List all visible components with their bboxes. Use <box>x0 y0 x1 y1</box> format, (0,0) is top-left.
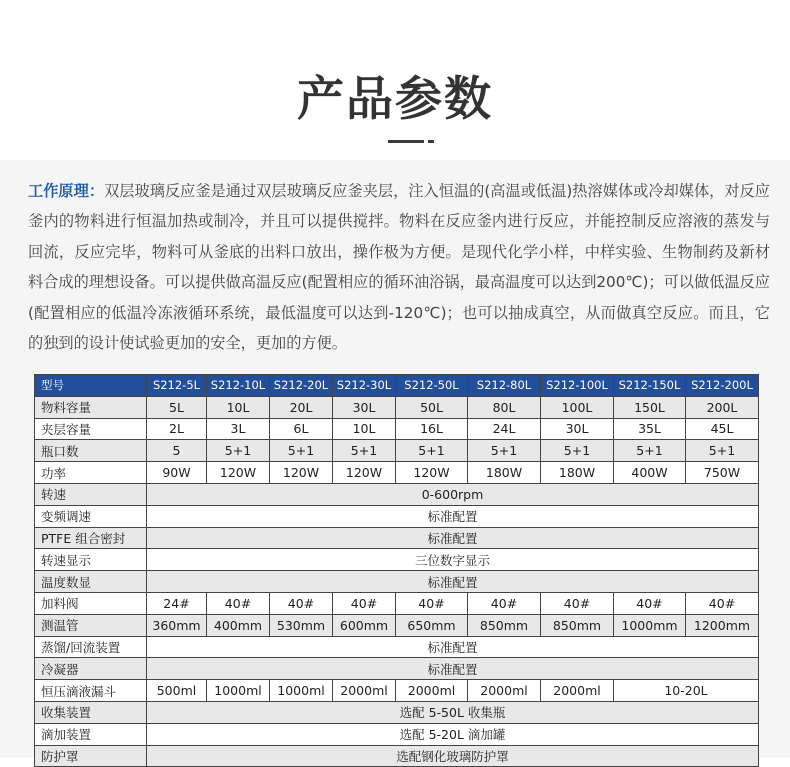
table-cell: 选配 5-20L 滴加罐 <box>147 723 759 745</box>
table-cell: 选配 5-50L 收集瓶 <box>147 701 759 723</box>
row-label: 加料阀 <box>35 592 147 614</box>
table-cell: 40# <box>614 592 686 614</box>
title-underline-dot <box>428 140 434 143</box>
table-row-speed-display <box>35 549 759 571</box>
table-cell: 5+1 <box>270 440 333 462</box>
table-cell: 2000ml <box>333 680 396 702</box>
table-row-ptfe <box>35 527 759 549</box>
table-cell: 5 <box>147 440 207 462</box>
table-cell: 1000ml <box>207 680 270 702</box>
working-principle-text: 双层玻璃反应釜是通过双层玻璃反应釜夹层，注入恒温的(高温或低温)热溶媒体或冷却媒体，对反应釜内的物料进行恒温加热或制冷，并且可以提供搅拌。物料在反应釜内进行反应，并能控制反应溶液的蒸发与回流，反应完毕，物料可从釜底的出料口放出，操作极为方便。是现代化学小样，中样实验、生物制药及新材料合成的理想设备。可以提供做高温反应(配置相应的循环油浴锅，最高温度可以达到200℃)；可以做低温反应(配置相应的低温冷冻液循环系统，最低温度可以达到-120℃)；也可以抽成真空，从而做真空反应。而且，它的独到的设计使试验更加的安全，更加的方便。 <box>28 182 770 353</box>
table-row-capacity <box>35 396 759 418</box>
row-label: 蒸馏/回流装置 <box>35 636 147 658</box>
table-cell: 530mm <box>270 614 333 636</box>
table-cell: 标准配置 <box>147 505 759 527</box>
table-cell: 24L <box>468 418 541 440</box>
table-cell: 180W <box>468 462 541 484</box>
table-cell: 5+1 <box>541 440 614 462</box>
header-section <box>0 0 790 160</box>
table-cell: 0-600rpm <box>147 483 759 505</box>
table-cell: 40# <box>541 592 614 614</box>
table-cell: 标准配置 <box>147 571 759 593</box>
table-cell: 40# <box>333 592 396 614</box>
table-cell: 2L <box>147 418 207 440</box>
row-label: 防护罩 <box>35 745 147 767</box>
table-cell: 5+1 <box>468 440 541 462</box>
row-label: 夹层容量 <box>35 418 147 440</box>
page-title: 产品参数 <box>297 72 493 127</box>
table-cell: 5+1 <box>333 440 396 462</box>
table-cell: 80L <box>468 396 541 418</box>
table-cell: 5+1 <box>686 440 759 462</box>
table-cell: 90W <box>147 462 207 484</box>
table-cell: 10-20L <box>614 680 759 702</box>
table-cell: 40# <box>468 592 541 614</box>
working-principle-label: 工作原理： <box>28 182 105 200</box>
model-cell: S212-150L <box>614 375 686 397</box>
table-cell: 40# <box>686 592 759 614</box>
table-cell: 40# <box>207 592 270 614</box>
table-cell: 40# <box>270 592 333 614</box>
table-cell: 20L <box>270 396 333 418</box>
working-principle-paragraph <box>28 176 770 358</box>
table-cell: 120W <box>270 462 333 484</box>
table-cell: 10L <box>207 396 270 418</box>
row-label: 功率 <box>35 462 147 484</box>
table-row-temp-display <box>35 571 759 593</box>
table-row-condenser <box>35 658 759 680</box>
table-cell: 750W <box>686 462 759 484</box>
row-label: 转速 <box>35 483 147 505</box>
table-cell: 100L <box>541 396 614 418</box>
model-cell: S212-50L <box>396 375 468 397</box>
table-row-collector <box>35 701 759 723</box>
table-cell: 360mm <box>147 614 207 636</box>
table-cell: 120W <box>207 462 270 484</box>
table-cell: 850mm <box>541 614 614 636</box>
table-cell: 30L <box>333 396 396 418</box>
table-cell: 120W <box>333 462 396 484</box>
table-cell: 三位数字显示 <box>147 549 759 571</box>
table-cell: 180W <box>541 462 614 484</box>
model-cell: S212-200L <box>686 375 759 397</box>
row-label: 温度数显 <box>35 571 147 593</box>
table-cell: 6L <box>270 418 333 440</box>
table-cell: 850mm <box>468 614 541 636</box>
table-cell: 400mm <box>207 614 270 636</box>
table-row-distill <box>35 636 759 658</box>
table-cell: 40# <box>396 592 468 614</box>
table-cell: 2000ml <box>541 680 614 702</box>
row-label: 收集装置 <box>35 701 147 723</box>
table-cell: 500ml <box>147 680 207 702</box>
table-cell: 5+1 <box>207 440 270 462</box>
table-cell: 600mm <box>333 614 396 636</box>
table-row-funnel <box>35 680 759 702</box>
model-cell: S212-10L <box>207 375 270 397</box>
table-cell: 1000mm <box>614 614 686 636</box>
model-cell: S212-80L <box>468 375 541 397</box>
table-cell: 2000ml <box>396 680 468 702</box>
row-label: 冷凝器 <box>35 658 147 680</box>
table-cell: 3L <box>207 418 270 440</box>
table-row-guard <box>35 745 759 767</box>
table-row-thermo-tube <box>35 614 759 636</box>
table-header-row <box>35 375 759 397</box>
model-cell: S212-20L <box>270 375 333 397</box>
model-cell: S212-100L <box>541 375 614 397</box>
table-cell: 35L <box>614 418 686 440</box>
model-cell: S212-30L <box>333 375 396 397</box>
table-row-dropper <box>35 723 759 745</box>
table-cell: 16L <box>396 418 468 440</box>
table-cell: 150L <box>614 396 686 418</box>
row-label: PTFE 组合密封 <box>35 527 147 549</box>
table-cell: 5+1 <box>396 440 468 462</box>
table-cell: 30L <box>541 418 614 440</box>
table-row-jacket <box>35 418 759 440</box>
header-label-cell: 型号 <box>35 375 147 397</box>
table-cell: 400W <box>614 462 686 484</box>
table-cell: 标准配置 <box>147 658 759 680</box>
title-underline <box>388 140 424 143</box>
table-cell: 50L <box>396 396 468 418</box>
table-row-power <box>35 462 759 484</box>
model-cell: S212-5L <box>147 375 207 397</box>
row-label: 物料容量 <box>35 396 147 418</box>
parameter-table <box>34 374 759 767</box>
table-cell: 650mm <box>396 614 468 636</box>
row-label: 恒压滴液漏斗 <box>35 680 147 702</box>
table-cell: 标准配置 <box>147 527 759 549</box>
table-cell: 1200mm <box>686 614 759 636</box>
table-row-speed <box>35 483 759 505</box>
table-cell: 45L <box>686 418 759 440</box>
table-cell: 5L <box>147 396 207 418</box>
table-cell: 200L <box>686 396 759 418</box>
table-cell: 10L <box>333 418 396 440</box>
table-cell: 120W <box>396 462 468 484</box>
table-cell: 5+1 <box>614 440 686 462</box>
row-label: 测温管 <box>35 614 147 636</box>
row-label: 瓶口数 <box>35 440 147 462</box>
table-row-valve <box>35 592 759 614</box>
row-label: 滴加装置 <box>35 723 147 745</box>
table-row-vfd <box>35 505 759 527</box>
table-cell: 1000ml <box>270 680 333 702</box>
row-label: 转速显示 <box>35 549 147 571</box>
table-cell: 24# <box>147 592 207 614</box>
table-row-ports <box>35 440 759 462</box>
table-cell: 选配钢化玻璃防护罩 <box>147 745 759 767</box>
row-label: 变频调速 <box>35 505 147 527</box>
table-cell: 标准配置 <box>147 636 759 658</box>
table-cell: 2000ml <box>468 680 541 702</box>
